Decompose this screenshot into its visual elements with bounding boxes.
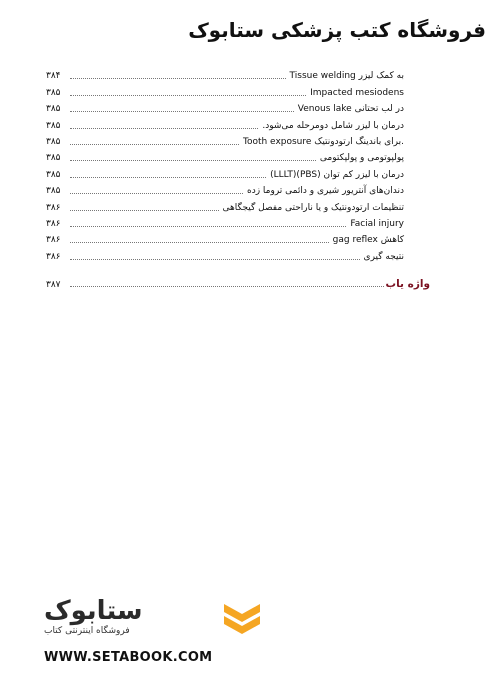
- toc-leader-dots: [70, 209, 219, 211]
- toc-entry-title: پولپوتومی و پولپکتومی: [319, 153, 404, 164]
- toc-entry-page: ۳۸۶: [46, 251, 61, 262]
- glossary-page: ۳۸۷: [46, 280, 61, 290]
- toc-leader-dots: [70, 176, 266, 178]
- setabook-logo: [44, 596, 224, 642]
- toc-entry-page: ۳۸۵: [46, 120, 61, 131]
- toc-entry-title: درمان با لیزر کم توان (PBS)(LLLT): [270, 169, 404, 180]
- toc-leader-dots: [70, 77, 286, 79]
- toc-leader-dots: [70, 241, 329, 243]
- website-url: WWW.SETABOOK.COM: [44, 650, 213, 665]
- toc-entry-title: نتیجه گیری: [363, 251, 404, 262]
- toc-entry-page: ۳۸۵: [46, 136, 61, 147]
- toc-entry: [46, 115, 404, 131]
- toc-leader-dots: [70, 127, 258, 129]
- logo-wordmark: ستابوک: [44, 596, 143, 626]
- toc-entry-title: Venous lake در لب تحتانی: [297, 104, 404, 115]
- toc-entry: [46, 99, 404, 115]
- toc-entry-page: ۳۸۵: [46, 104, 61, 115]
- book-chevron-icon: [222, 600, 262, 640]
- toc-leader-dots: [70, 225, 346, 227]
- toc-entry-page: ۳۸۵: [46, 87, 61, 98]
- glossary-title: واژه یاب: [385, 278, 430, 290]
- toc-entry-page: ۳۸۵: [46, 186, 61, 197]
- page-title: فروشگاه کتب پزشکی ستابوک: [188, 18, 486, 42]
- toc-leader-dots: [70, 258, 360, 260]
- toc-entry-title: درمان با لیزر شامل دومرحله می‌شود.: [262, 120, 404, 131]
- toc-leader-dots: [70, 110, 294, 112]
- toc-entry: [46, 82, 404, 98]
- toc-entry: [46, 214, 404, 230]
- toc-entry: [46, 148, 404, 164]
- toc-entry-page: ۳۸۴: [46, 71, 61, 82]
- table-of-contents: [46, 66, 404, 263]
- toc-entry-title: Tooth exposure برای باندینگ ارتودونتیک.: [242, 136, 404, 147]
- toc-entry-page: ۳۸۶: [46, 235, 61, 246]
- toc-entry: [46, 66, 404, 82]
- toc-leader-dots: [70, 159, 316, 161]
- toc-entry-title: دندان‌های آنتریور شیری و دائمی تروما زده: [246, 186, 404, 197]
- toc-entry-title: کاهش gag reflex: [332, 235, 404, 246]
- toc-entry-page: ۳۸۵: [46, 153, 61, 164]
- toc-entry-page: ۳۸۶: [46, 202, 61, 213]
- logo-subtitle: فروشگاه اینترنتی کتاب: [44, 626, 130, 636]
- toc-entry: [46, 132, 404, 148]
- toc-leader-dots: [70, 143, 239, 145]
- toc-entry-page: ۳۸۶: [46, 218, 61, 229]
- toc-entry-title: Tissue welding به کمک لیزر: [289, 71, 404, 82]
- toc-entry: [46, 246, 404, 262]
- toc-entry: [46, 197, 404, 213]
- toc-entry-title: تنظیمات ارتودونتیک و یا ناراحتی مفصل گیجگاهی: [222, 202, 404, 213]
- toc-leader-dots: [70, 192, 243, 194]
- toc-entry: [46, 181, 404, 197]
- toc-entry-title: Facial injury: [350, 218, 404, 229]
- toc-entry: [46, 164, 404, 180]
- toc-entry-title: Impacted mesiodens: [310, 87, 404, 98]
- glossary-entry: [46, 277, 430, 291]
- toc-leader-dots: [70, 285, 384, 287]
- toc-entry: [46, 230, 404, 246]
- toc-leader-dots: [70, 94, 306, 96]
- toc-entry-page: ۳۸۵: [46, 169, 61, 180]
